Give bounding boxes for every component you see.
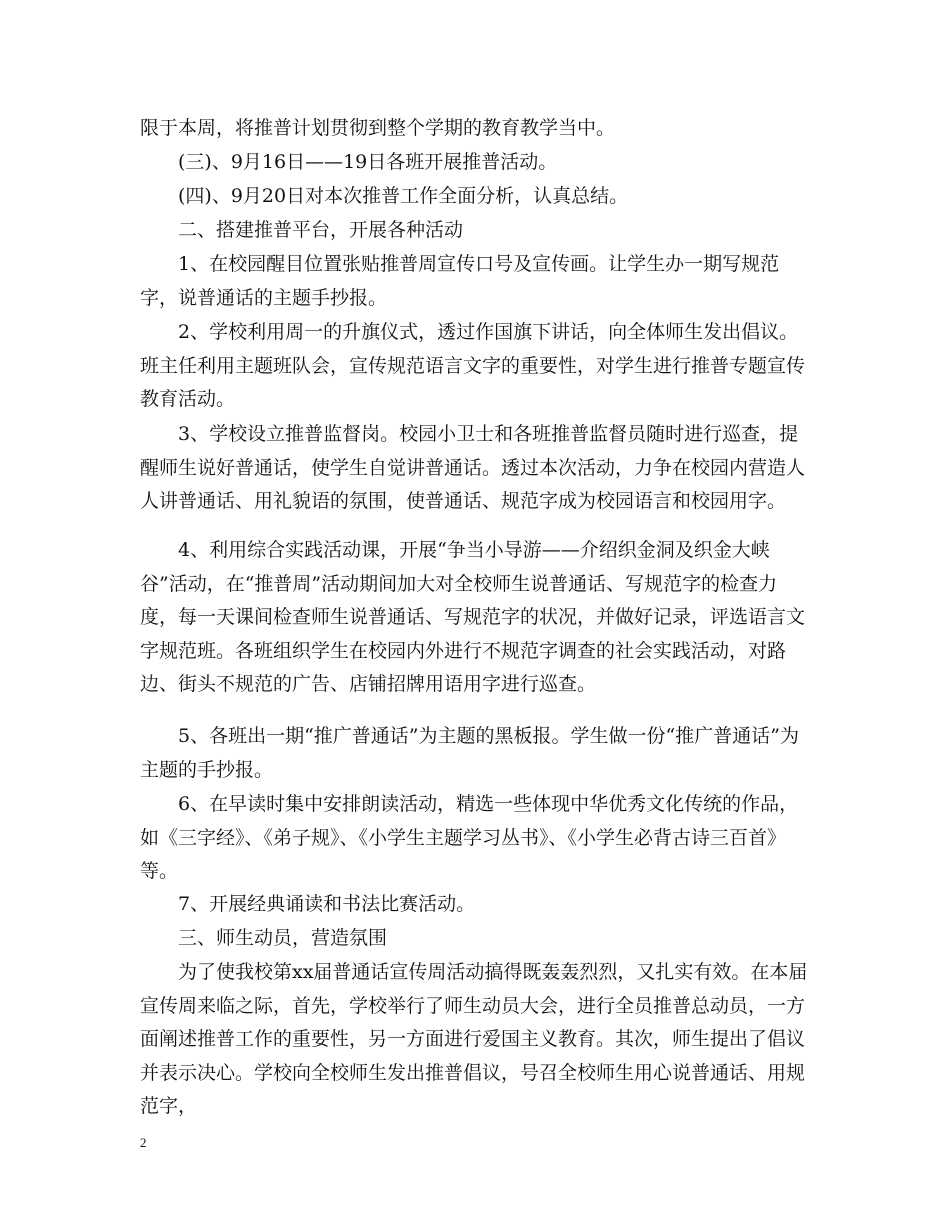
paragraph-mobilization: 为了使我校第xx届普通话宣传周活动搞得既轰轰烈烈，又扎实有效。在本届宣传周来临之际，首先，学校举行了师生动员大会，进行全员推普总动员，一方面阐述推普工作的重要性，另一方面进行爱国主义教育。其次，师生提出了倡议并表示决心。学校向全校师生发出推普倡议，号召全校师生用心说普通话、用规范字， bbox=[140, 961, 808, 1117]
paragraph-item-6: 6、在早读时集中安排朗读活动，精选一些体现中华优秀文化传统的作品，如《三字经》、《弟子规》、《小学生主题学习丛书》、《小学生必背古诗三百首》等。 bbox=[140, 793, 799, 882]
paragraph-item-7: 7、开展经典诵读和书法比赛活动。 bbox=[178, 893, 476, 915]
paragraph-item-2: 2、学校利用周一的升旗仪式，透过作国旗下讲话，向全体师生发出倡议。班主任利用主题班队会，宣传规范语言文字的重要性，对学生进行推普专题宣传教育活动。 bbox=[140, 321, 806, 410]
section-heading-3: 三、师生动员，营造氛围 bbox=[178, 927, 388, 949]
paragraph-item-3: 3、学校设立推普监督岗。校园小卫士和各班推普监督员随时进行巡查，提醒师生说好普通话，使学生自觉讲普通话。透过本次活动，力争在校园内营造人人讲普通话、用礼貌语的氛围，使普通话、规范字成为校园语言和校园用字。 bbox=[140, 423, 806, 512]
page-number: 2 bbox=[140, 1135, 147, 1150]
paragraph-item-5: 5、各班出一期“推广普通话”为主题的黑板报。学生做一份“推广普通话”为主题的手抄报。 bbox=[140, 725, 799, 781]
paragraph-item-4: 4、利用综合实践活动课，开展“争当小导游——介绍织金洞及织金大峡谷”活动，在“推普周”活动期间加大对全校师生说普通话、写规范字的检查力度，每一天课间检查师生说普通话、写规范字的状况，并做好记录，评选语言文字规范班。各班组织学生在校园内外进行不规范字调查的社会实践活动，对路边、街头不规范的广告、店铺招牌用语用字进行巡查。 bbox=[140, 539, 806, 695]
paragraph-continuation: 限于本周，将推普计划贯彻到整个学期的教育教学当中。 bbox=[140, 117, 616, 139]
section-heading-2: 二、搭建推普平台，开展各种活动 bbox=[178, 219, 464, 241]
paragraph-item-1: 1、在校园醒目位置张贴推普周宣传口号及宣传画。让学生办一期写规范字，说普通话的主题手抄报。 bbox=[140, 253, 780, 309]
paragraph-schedule-4: (四)、9月20日对本次推普工作全面分析，认真总结。 bbox=[178, 185, 629, 207]
paragraph-schedule-3: (三)、9月16日——19日各班开展推普活动。 bbox=[178, 151, 558, 173]
